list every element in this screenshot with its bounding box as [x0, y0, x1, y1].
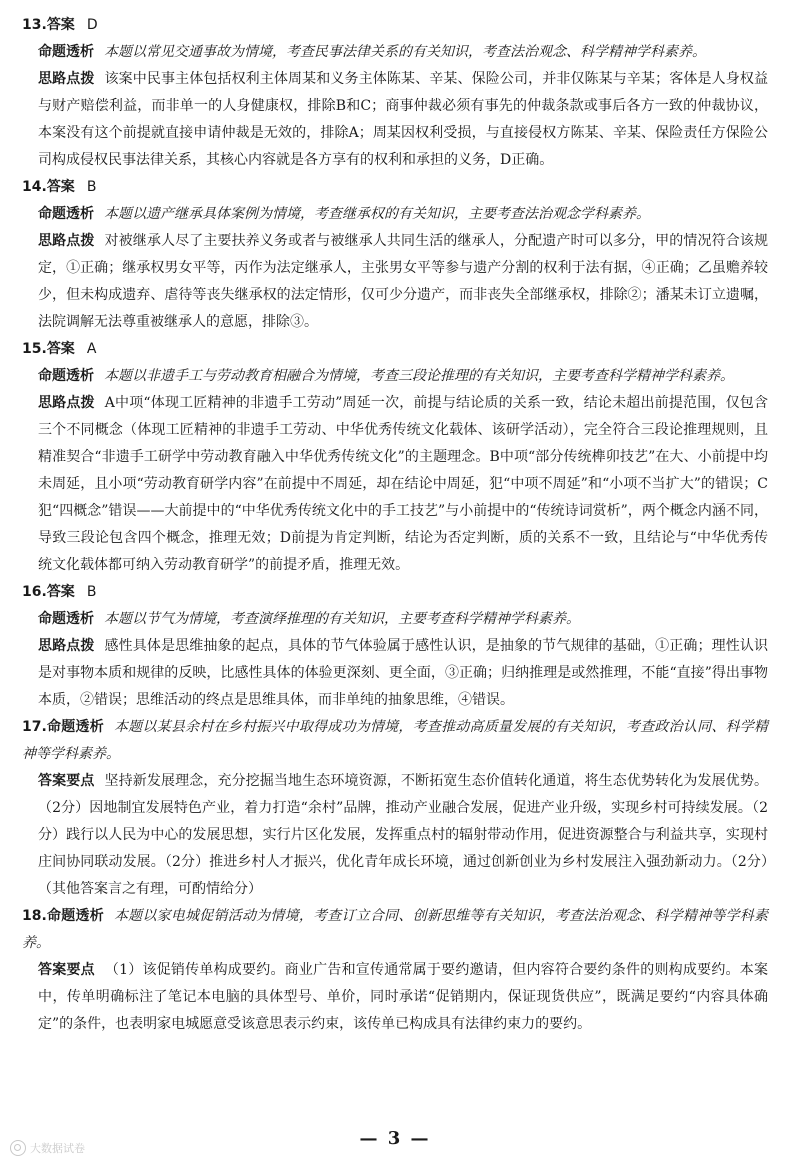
section-label: 思路点拨 — [38, 233, 95, 249]
section-text: 感性具体是思维抽象的起点，具体的节气体验属于感性认识，是抽象的节气规律的基础，①正确；理性认识是对事物本质和规律的反映，比感性具体的体验更深刻、更全面，③正确；归纳推理是或然推理，不能“直接”得出事物本质，②错误；思维活动的终点是思维具体，而非单纯的抽象思维，④错误。 — [38, 638, 769, 708]
section-text: 本题以常见交通事故为情境，考查民事法律关系的有关知识，考查法治观念、科学精神学科素养。 — [104, 44, 706, 60]
key-points-paragraph — [22, 768, 768, 903]
page-number: — 3 — — [359, 1128, 431, 1149]
question-number: 15. — [22, 341, 47, 357]
answer-label: 答案 — [46, 17, 75, 33]
question-14 — [22, 174, 768, 336]
section-text: 本题以某县余村在乡村振兴中取得成功为情境，考查推动高质量发展的有关知识，考查政治认同、科学精神等学科素养。 — [22, 719, 769, 762]
section-text: 该案中民事主体包括权利主体周某和义务主体陈某、辛某、保险公司，并非仅陈某与辛某；客体是人身权益与财产赔偿利益，而非单一的人身健康权，排除B和C；商事仲裁必须有事先的仲裁条款或事后各方一致的仲裁协议，本案没有这个前提就直接申请仲裁是无效的，排除A；周某因权利受损，与直接侵权方陈某、辛某、保险责任方保险公司构成侵权民事法律关系，其核心内容就是各方享有的权利和承担的义务，D正确。 — [38, 71, 769, 168]
question-15 — [22, 336, 768, 579]
question-17-header — [22, 714, 768, 768]
hint-paragraph — [22, 228, 768, 336]
section-text: 本题以遗产继承具体案例为情境，考查继承权的有关知识，主要考查法治观念学科素养。 — [104, 206, 650, 222]
analysis-paragraph — [22, 363, 768, 390]
section-text: 对被继承人尽了主要扶养义务或者与被继承人共同生活的继承人，分配遗产时可以多分，甲的情况符合该规定，①正确；继承权男女平等，丙作为法定继承人，主张男女平等参与遗产分割的权利于法有据，④正确；乙虽赡养较少，但未构成遗弃、虐待等丧失继承权的法定情形，仅可少分遗产，而非丧失全部继承权，排除②；潘某未订立遗嘱，法院调解无法尊重被继承人的意愿，排除③。 — [38, 233, 769, 330]
answer-value: B — [86, 179, 97, 195]
section-label: 命题透析 — [46, 908, 104, 924]
answer-label: 答案 — [46, 179, 75, 195]
question-number: 13. — [22, 17, 47, 33]
section-label: 命题透析 — [38, 611, 94, 627]
section-text: （1）该促销传单构成要约。商业广告和宣传通常属于要约邀请，但内容符合要约条件的则构成要约。本案中，传单明确标注了笔记本电脑的具体型号、单价，同时承诺“促销期内，保证现货供应”，既满足要约“内容具体确定”的条件，也表明家电城愿意受该意思表示约束，该传单已构成具有法律约束力的要约。 — [38, 962, 769, 1032]
section-label: 思路点拨 — [38, 71, 95, 87]
answer-label: 答案 — [46, 584, 75, 600]
analysis-paragraph — [22, 201, 768, 228]
section-text: 本题以非遗手工与劳动教育相融合为情境，考查三段论推理的有关知识，主要考查科学精神学科素养。 — [104, 368, 734, 384]
question-number: 16. — [22, 584, 47, 600]
question-16 — [22, 579, 768, 714]
question-number: 14. — [22, 179, 47, 195]
section-text: 本题以节气为情境，考查演绎推理的有关知识，主要考查科学精神学科素养。 — [104, 611, 580, 627]
hint-paragraph — [22, 633, 768, 714]
question-18-header — [22, 903, 768, 957]
section-label: 思路点拨 — [38, 395, 95, 411]
section-text: 本题以家电城促销活动为情境，考查订立合同、创新思维等有关知识，考查法治观念、科学精神等学科素养。 — [22, 908, 769, 951]
section-text: 坚持新发展理念，充分挖掘当地生态环境资源，不断拓宽生态价值转化通道，将生态优势转化为发展优势。（2分）因地制宜发展特色产业，着力打造“余村”品牌，推动产业融合发展，促进产业升级，实现乡村可持续发展。（2分）践行以人民为中心的发展思想，实行片区化发展，发挥重点村的辐射带动作用，促进资源整合与利益共享，实现村庄间协同联动发展。（2分）推进乡村人才振兴，优化青年成长环境，通过创新创业为乡村发展注入强劲新动力。（2分）（其他答案言之有理，可酌情给分） — [38, 773, 769, 897]
answer-value: D — [86, 17, 98, 33]
section-label: 思路点拨 — [38, 638, 95, 654]
section-label: 命题透析 — [46, 719, 104, 735]
section-label: 命题透析 — [38, 206, 94, 222]
section-label: 命题透析 — [38, 368, 94, 384]
answer-value: A — [86, 341, 97, 357]
question-13 — [22, 12, 768, 174]
question-13-header — [22, 12, 768, 39]
question-18 — [22, 903, 768, 1038]
analysis-paragraph — [22, 606, 768, 633]
analysis-paragraph — [22, 39, 768, 66]
watermark-text: 大数据试卷 — [30, 1142, 85, 1155]
question-14-header — [22, 174, 768, 201]
section-label: 命题透析 — [38, 44, 94, 60]
answer-label: 答案 — [46, 341, 75, 357]
key-points-paragraph — [22, 957, 768, 1038]
section-label: 答案要点 — [38, 773, 95, 789]
answer-value: B — [86, 584, 97, 600]
hint-paragraph — [22, 390, 768, 579]
question-16-header — [22, 579, 768, 606]
question-15-header — [22, 336, 768, 363]
question-17 — [22, 714, 768, 903]
section-label: 答案要点 — [38, 962, 95, 978]
question-number: 17. — [22, 719, 47, 735]
question-number: 18. — [22, 908, 47, 924]
section-text: A中项“体现工匠精神的非遗手工劳动”周延一次，前提与结论质的关系一致，结论未超出前提范围，仅包含三个不同概念（体现工匠精神的非遗手工劳动、中华优秀传统文化载体、该研学活动），完全符合三段论推理规则，且精准契合“非遗手工研学中劳动教育融入中华优秀传统文化”的主题理念。B中项“部分传统榫卯技艺”在大、小前提中均未周延，且小项“劳动教育研学内容”在前提中不周延，却在结论中周延，犯“中项不周延”和“小项不当扩大”的错误；C犯“四概念”错误——大前提中的“中华优秀传统文化中的手工技艺”与小前提中的“传统诗词赏析”，两个概念内涵不同，导致三段论包含四个概念，推理无效；D前提为肯定判断，结论为否定判断，质的关系不一致，且结论与“中华优秀传统文化载体都可纳入劳动教育研学”的前提矛盾，推理无效。 — [38, 395, 768, 573]
hint-paragraph — [22, 66, 768, 174]
